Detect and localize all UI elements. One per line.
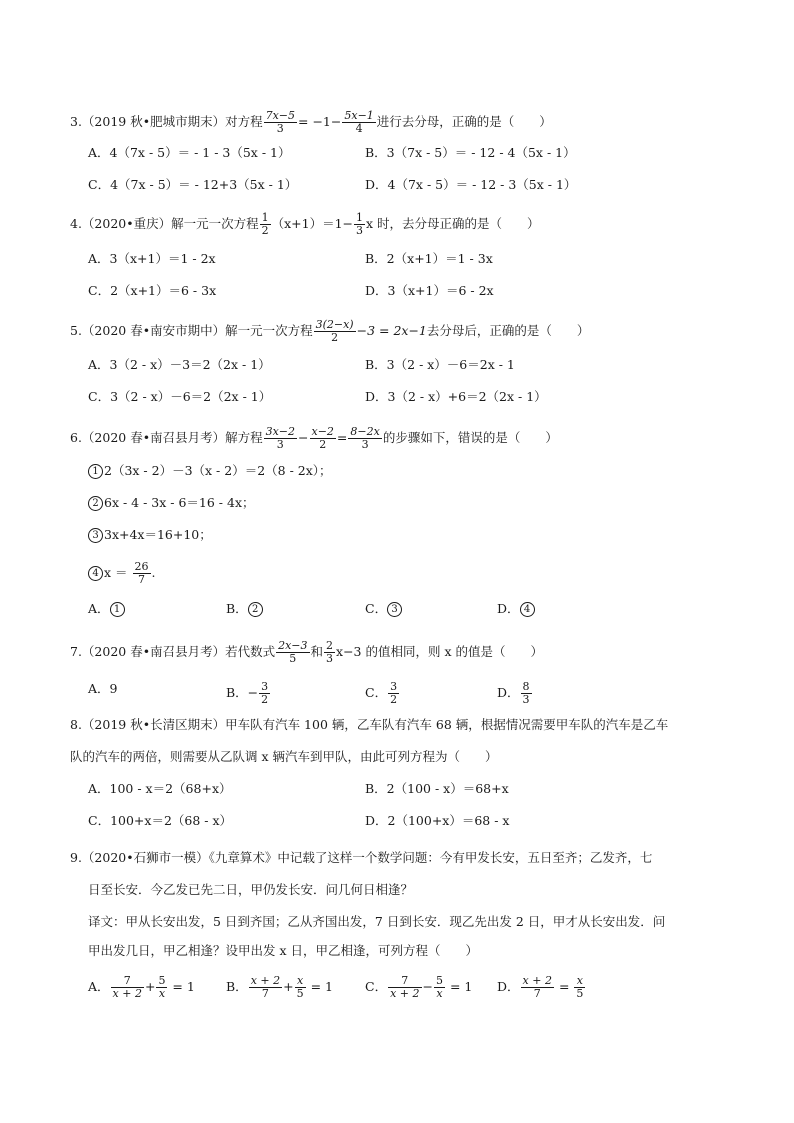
q7-option-c-fraction: [388, 681, 399, 706]
q7-option-c-label: C．: [365, 685, 388, 700]
q4-stem-pre: 4.（2020•重庆）解一元一次方程: [70, 216, 259, 231]
q3-fraction-1: [264, 110, 297, 135]
q9-option-a: [88, 975, 195, 1000]
q5-stem-pre: 5.（2020 春•南安市期中）解一元一次方程: [70, 323, 313, 338]
q9-option-a-label: A．: [88, 979, 110, 994]
q4-fraction-1-num: 1: [261, 211, 269, 224]
q5-option-d: D．3（2 - x）+6＝2（2x - 1）: [365, 389, 547, 404]
q9-option-d-f1-den: 7: [533, 987, 541, 1000]
q6-step-2: [88, 495, 255, 511]
q7-fraction-1-den: 5: [289, 652, 297, 665]
q9-option-b-post: = 1: [310, 979, 333, 994]
q6-step-3: [88, 527, 212, 543]
q6-fraction-1-num: 3x−2: [265, 425, 296, 438]
q3-fraction-2-den: 4: [355, 122, 363, 135]
q6-fraction-1-den: 3: [276, 438, 284, 451]
q6-option-b: [226, 601, 264, 617]
q7-fraction-2: [324, 640, 335, 665]
circled-3-icon: 3: [387, 602, 402, 617]
q6-option-c-label: C．: [365, 601, 388, 616]
q5-stem-mid: −3 = 2x−1: [356, 323, 427, 338]
q4-option-b: B．2（x+1）＝1 - 3x: [365, 251, 493, 266]
q9-option-b-f2-den: 5: [296, 987, 304, 1000]
q7-fraction-2-den: 3: [326, 652, 334, 665]
q4-stem-post: x 时，去分母正确的是（ ）: [366, 216, 540, 231]
q8-option-a: A．100 - x＝2（68+x）: [88, 781, 232, 796]
q4-fraction-2: [354, 212, 365, 237]
q3-option-c: C．4（7x - 5）＝ - 12+3（5x - 1）: [88, 177, 298, 192]
q4-fraction-1: [260, 212, 271, 237]
q7-option-b: [226, 681, 271, 706]
q6-option-a-label: A．: [88, 601, 110, 616]
q9-option-d-fraction-1: [521, 975, 554, 1000]
q9-option-a-fraction-1: [111, 975, 144, 1000]
q7-option-b-label: B．−: [226, 685, 259, 700]
q4-fraction-2-den: 3: [356, 224, 364, 237]
q6-option-a: [88, 601, 126, 617]
q7-fraction-1: [276, 640, 309, 665]
q8-option-c: C．100+x＝2（68 - x）: [88, 813, 233, 828]
q6-step-4-den: 7: [138, 573, 146, 586]
q5-option-b: B．3（2 - x）－6＝2x - 1: [365, 357, 515, 372]
q6-step-4-pre: x ＝: [104, 565, 128, 580]
q9-option-b-fraction-1: [249, 975, 282, 1000]
q9-option-b-f2-num: x: [295, 975, 306, 988]
q7-stem: [70, 640, 543, 665]
q6-step-3-text: 3x+4x＝16+10；: [104, 527, 212, 542]
q6-option-d-label: D．: [497, 601, 520, 616]
q8-option-d: D．2（100+x）＝68 - x: [365, 813, 510, 828]
q9-stem-line-3: 译文：甲从长安出发，5 日到齐国；乙从齐国出发，7 日到长安．现乙先出发 2 日，甲才从长安出发．问: [88, 914, 666, 929]
q9-option-a-f1-num: 7: [111, 975, 144, 988]
q6-option-c: [365, 601, 403, 617]
q6-fraction-3: [348, 426, 381, 451]
q9-option-b-fraction-2: [295, 975, 306, 1000]
q6-step-1-text: 2（3x - 2）－3（x - 2）＝2（8 - 2x）；: [104, 463, 332, 478]
q9-option-d-op: =: [558, 979, 570, 994]
q7-option-d-den: 3: [522, 693, 530, 706]
q9-option-d-fraction-2: [574, 975, 585, 1000]
circled-2-icon: 2: [88, 496, 103, 511]
q9-option-d-f2-den: 5: [576, 987, 584, 1000]
q9-option-d: [497, 975, 586, 1000]
q3-option-d: D．4（7x - 5）＝ - 12 - 3（5x - 1）: [365, 177, 577, 192]
q3-stem-post: 进行去分母，正确的是（ ）: [376, 114, 552, 129]
q9-option-c-f1-num: 7: [388, 975, 421, 988]
q7-option-d-num: 8: [522, 680, 530, 693]
q7-fraction-1-num: 2x−3: [278, 639, 308, 652]
q8-stem-line-2: 队的汽车的两倍，则需要从乙队调 x 辆汽车到甲队，由此可列方程为（ ）: [70, 749, 498, 764]
q4-option-c: C．2（x+1）＝6 - 3x: [88, 283, 217, 298]
q5-fraction-1-num: 3(2−x): [315, 318, 354, 331]
q6-step-4: [88, 561, 156, 586]
q6-stem-minus: −: [298, 430, 309, 445]
q7-option-b-fraction: [259, 681, 270, 706]
q7-option-c-num: 3: [390, 680, 398, 693]
q6-step-1: [88, 463, 332, 479]
q7-stem-pre: 7.（2020 春•南召县月考）若代数式: [70, 644, 276, 659]
q6-step-4-fraction: [133, 561, 151, 586]
q6-stem: [70, 426, 558, 451]
q7-option-d: [497, 681, 533, 706]
q9-option-b-label: B．: [226, 979, 248, 994]
q3-option-b: B．3（7x - 5）＝ - 12 - 4（5x - 1）: [365, 145, 576, 160]
q3-fraction-1-den: 3: [276, 122, 284, 135]
q5-fraction-1: [314, 319, 356, 344]
q4-option-a: A．3（x+1）＝1 - 2x: [88, 251, 216, 266]
q7-stem-post: x−3 的值相同，则 x 的值是（ ）: [336, 644, 543, 659]
q7-option-a: A．9: [88, 681, 118, 696]
q6-stem-equals: =: [336, 430, 348, 445]
q9-option-c-post: = 1: [449, 979, 473, 994]
q5-stem: [70, 319, 589, 344]
q6-fraction-1: [264, 426, 297, 451]
q9-option-a-post: = 1: [172, 979, 195, 994]
q5-stem-post: 去分母后，正确的是（ ）: [426, 323, 590, 338]
q9-option-b: [226, 975, 333, 1000]
q3-fraction-1-num: 7x−5: [265, 109, 296, 122]
q4-stem-mid: （x+1）＝1−: [271, 216, 354, 231]
q9-option-c-f2-den: x: [436, 987, 443, 1000]
q6-stem-pre: 6.（2020 春•南召县月考）解方程: [70, 430, 263, 445]
q9-stem-line-2: 日至长安．今乙发已先二日，甲仍发长安．问几何日相逢？: [88, 882, 414, 897]
q8-stem-line-1: 8.（2019 秋•长清区期末）甲车队有汽车 100 辆，乙车队有汽车 68 辆，根据情况需要甲车队的汽车是乙车: [70, 717, 669, 732]
q4-fraction-1-den: 2: [261, 224, 269, 237]
q7-option-d-fraction: [521, 681, 532, 706]
q3-stem: [70, 110, 552, 135]
q9-option-b-f1-den: 7: [261, 987, 269, 1000]
q9-option-a-f2-den: x: [158, 987, 166, 1000]
q9-option-d-label: D．: [497, 979, 520, 994]
q5-option-c: C．3（2 - x）－6＝2（2x - 1）: [88, 389, 272, 404]
q7-option-b-num: 3: [261, 680, 269, 693]
q9-option-c-f2-num: 5: [435, 974, 443, 987]
q9-stem-line-4: 甲出发几日，甲乙相逢？设甲出发 x 日，甲乙相逢，可列方程（ ）: [88, 943, 478, 958]
q7-option-d-label: D．: [497, 685, 520, 700]
q9-stem-line-1: 9.（2020•石狮市一模）《九章算术》中记载了这样一个数学问题：今有甲发长安，五日至齐；乙发齐，七: [70, 850, 653, 865]
q7-option-c-den: 2: [390, 693, 398, 706]
q9-option-c-fraction-1: [388, 975, 421, 1000]
q9-option-a-fraction-2: [156, 975, 167, 1000]
q9-option-c-op: −: [422, 979, 433, 994]
q4-option-d: D．3（x+1）＝6 - 2x: [365, 283, 494, 298]
q7-fraction-2-num: 2: [326, 639, 334, 652]
circled-1-icon: 1: [88, 464, 103, 479]
q7-option-c: [365, 681, 400, 706]
q9-option-c-fraction-2: [434, 975, 445, 1000]
circled-3-icon: 3: [88, 528, 103, 543]
q9-option-a-op: +: [144, 979, 156, 994]
q9-option-d-f1-num: x + 2: [522, 974, 552, 987]
q8-option-b: B．2（100 - x）＝68+x: [365, 781, 509, 796]
circled-2-icon: 2: [248, 602, 263, 617]
q5-option-a: A．3（2 - x）－3＝2（2x - 1）: [88, 357, 271, 372]
q6-fraction-3-num: 8−2x: [350, 425, 380, 438]
q3-fraction-2-num: 5x−1: [344, 109, 374, 122]
q6-step-4-post: .: [151, 565, 156, 580]
q6-fraction-3-den: 3: [361, 438, 369, 451]
q9-option-c-f1-den: x + 2: [390, 987, 420, 1000]
q6-fraction-2-den: 2: [319, 438, 327, 451]
q6-stem-post: 的步骤如下，错误的是（ ）: [382, 430, 558, 445]
q9-option-c-label: C．: [365, 979, 388, 994]
q4-fraction-2-num: 1: [356, 211, 364, 224]
q3-option-a: A．4（7x - 5）＝ - 1 - 3（5x - 1）: [88, 145, 291, 160]
q6-fraction-2: [310, 426, 336, 451]
q6-option-d: [497, 601, 536, 617]
q5-fraction-1-den: 2: [331, 331, 339, 344]
q7-stem-mid: 和: [310, 644, 324, 659]
circled-4-icon: 4: [520, 602, 535, 617]
q6-fraction-2-num: x−2: [311, 425, 334, 438]
q9-option-d-f2-num: x: [574, 975, 585, 988]
q9-option-a-f1-den: x + 2: [112, 987, 142, 1000]
q6-option-b-label: B．: [226, 601, 248, 616]
circled-1-icon: 1: [110, 602, 125, 617]
q4-stem: [70, 212, 540, 237]
q9-option-a-f2-num: 5: [158, 974, 166, 987]
q7-option-b-den: 2: [261, 693, 269, 706]
q3-fraction-2: [342, 110, 375, 135]
q9-option-b-op: +: [283, 979, 294, 994]
q3-stem-mid: = −1−: [298, 114, 342, 129]
q6-step-2-text: 6x - 4 - 3x - 6＝16 - 4x；: [104, 495, 255, 510]
q3-stem-pre: 3.（2019 秋•肥城市期末）对方程: [70, 114, 263, 129]
q9-option-b-f1-num: x + 2: [250, 974, 281, 987]
q6-step-4-num: 26: [134, 560, 149, 573]
circled-4-icon: 4: [88, 566, 103, 581]
q9-option-c: [365, 975, 472, 1000]
